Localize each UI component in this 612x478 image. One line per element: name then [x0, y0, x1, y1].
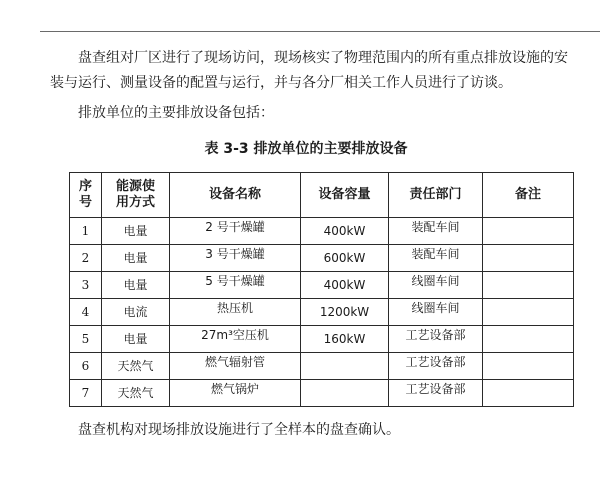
equipment-table — [69, 172, 574, 407]
row-remark — [483, 218, 574, 245]
row-remark — [483, 299, 574, 326]
row-no: 6 — [70, 353, 102, 380]
table-header-row — [70, 173, 574, 218]
header-rule — [40, 31, 600, 32]
row-energy: 天然气 — [102, 380, 170, 407]
row-no: 7 — [70, 380, 102, 407]
row-remark — [483, 380, 574, 407]
row-dept: 工艺设备部 — [389, 326, 483, 353]
table-row — [70, 299, 574, 326]
row-name: 燃气辐射管 — [170, 353, 301, 380]
row-no: 3 — [70, 272, 102, 299]
row-dept: 线圈车间 — [389, 272, 483, 299]
row-dept: 工艺设备部 — [389, 353, 483, 380]
row-energy: 电量 — [102, 245, 170, 272]
header-energy: 能源使用方式 — [102, 173, 170, 218]
row-remark — [483, 326, 574, 353]
row-capacity — [301, 380, 389, 407]
header-capacity: 设备容量 — [301, 173, 389, 218]
table-row — [70, 245, 574, 272]
row-energy: 电量 — [102, 326, 170, 353]
row-dept: 线圈车间 — [389, 299, 483, 326]
row-energy: 电流 — [102, 299, 170, 326]
row-capacity: 1200kW — [301, 299, 389, 326]
row-no: 2 — [70, 245, 102, 272]
row-name: 3 号干燥罐 — [170, 245, 301, 272]
header-remark: 备注 — [483, 173, 574, 218]
row-name: 热压机 — [170, 299, 301, 326]
row-name: 燃气锅炉 — [170, 380, 301, 407]
conclusion-paragraph: 盘查机构对现场排放设施进行了全样本的盘查确认。 — [78, 422, 400, 438]
table-row — [70, 218, 574, 245]
row-capacity — [301, 353, 389, 380]
row-energy: 电量 — [102, 272, 170, 299]
row-dept: 装配车间 — [389, 245, 483, 272]
header-no: 序号 — [70, 173, 102, 218]
row-remark — [483, 272, 574, 299]
header-name: 设备名称 — [170, 173, 301, 218]
row-name: 2 号干燥罐 — [170, 218, 301, 245]
row-dept: 装配车间 — [389, 218, 483, 245]
table-row — [70, 380, 574, 407]
lead-paragraph: 排放单位的主要排放设备包括： — [78, 105, 274, 121]
row-name: 5 号干燥罐 — [170, 272, 301, 299]
row-remark — [483, 353, 574, 380]
row-capacity: 600kW — [301, 245, 389, 272]
row-capacity: 400kW — [301, 218, 389, 245]
table-row — [70, 353, 574, 380]
row-no: 4 — [70, 299, 102, 326]
table-row — [70, 326, 574, 353]
header-dept: 责任部门 — [389, 173, 483, 218]
row-name: 27m³空压机 — [170, 326, 301, 353]
row-remark — [483, 245, 574, 272]
row-capacity: 400kW — [301, 272, 389, 299]
intro-paragraph: 盘查组对厂区进行了现场访问，现场核实了物理范围内的所有重点排放设施的安装与运行、测量设备的配置与运行，并与各分厂相关工作人员进行了访谈。 — [50, 50, 568, 91]
row-dept: 工艺设备部 — [389, 380, 483, 407]
row-no: 1 — [70, 218, 102, 245]
table-caption: 表 3-3 排放单位的主要排放设备 — [204, 141, 408, 157]
row-capacity: 160kW — [301, 326, 389, 353]
row-energy: 天然气 — [102, 353, 170, 380]
row-no: 5 — [70, 326, 102, 353]
table-row — [70, 272, 574, 299]
row-energy: 电量 — [102, 218, 170, 245]
